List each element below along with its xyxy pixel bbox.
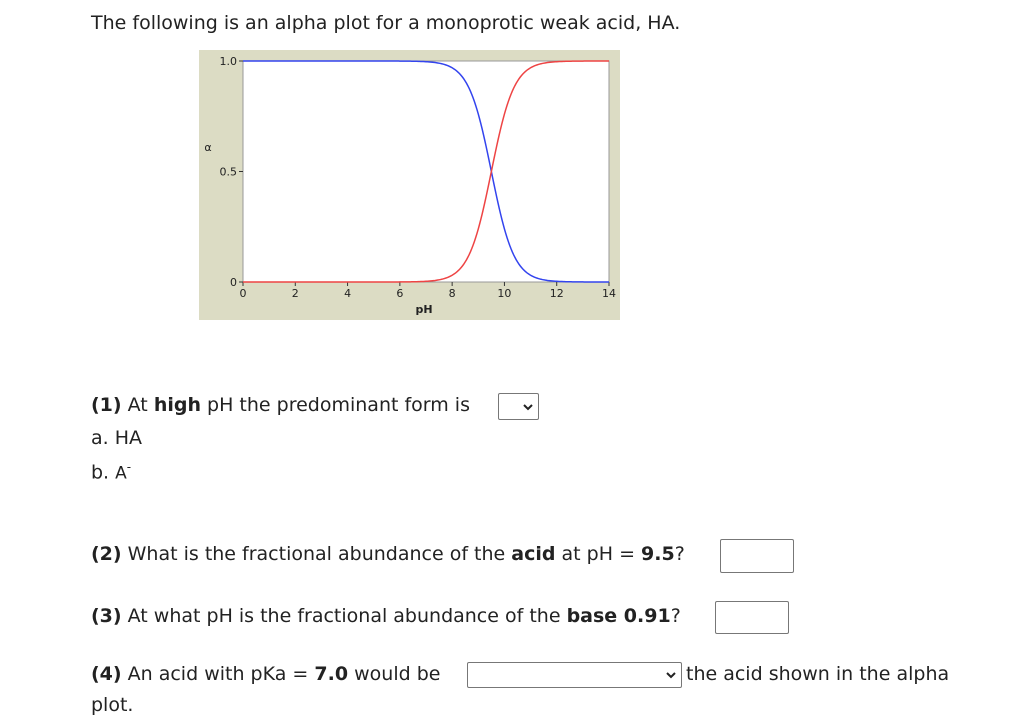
y-tick-label: 0 [230,276,237,289]
option-b-base: A [115,463,127,484]
q4-eq: = [292,663,309,685]
alpha-plot-svg [199,50,620,320]
x-tick-label: 14 [602,287,616,300]
q3-pre: At what pH is the fractional abundance of the [127,605,561,627]
q1-pre: At [127,394,148,416]
alpha-plot [199,50,620,320]
q4-pre: An acid with pKa [127,663,287,685]
option-a: a. HA [91,427,143,449]
q2-val: 9.5 [641,543,675,565]
q1-post: pH the predominant form is [207,394,470,416]
question-1 [91,394,470,416]
x-axis-label: pH [415,303,433,316]
y-tick-label: 0.5 [219,165,237,179]
q1-bold: high [153,394,201,416]
q2-answer-input[interactable] [720,539,794,573]
x-tick-label: 0 [239,287,247,300]
q4-select[interactable] [467,662,682,688]
x-tick-label: 6 [396,287,404,300]
q2-number: (2) [91,543,122,565]
chevron-down-icon [665,669,677,681]
question-4 [91,663,440,685]
q1-number: (1) [91,394,122,416]
q2-eq: = [619,543,635,565]
q3-bold: base 0.91 [566,605,671,627]
chevron-down-icon [522,401,534,413]
x-tick-label: 4 [344,287,352,300]
q2-post: ? [674,543,685,565]
y-axis-label: α [204,141,212,154]
q4-post: the acid shown in the alpha [686,663,950,685]
y-tick-label: 1.0 [219,55,237,68]
x-tick-label: 12 [549,287,564,300]
option-b-prefix: b. [91,461,110,484]
plot-area [243,61,609,282]
q3-answer-input[interactable] [715,601,789,634]
q3-post: ? [670,605,681,627]
intro-text: The following is an alpha plot for a monoprotic weak acid, HA. [91,12,681,34]
x-tick-label: 8 [448,287,456,300]
q4-tail: plot. [91,694,134,716]
q4-mid: would be [354,663,441,685]
x-tick-label: 2 [291,287,299,300]
question-2 [91,543,685,565]
q1-select[interactable] [498,393,539,420]
q3-number: (3) [91,605,122,627]
q2-bold: acid [511,543,556,565]
x-tick-label: 10 [497,287,512,300]
q4-val: 7.0 [314,663,349,685]
option-b [91,460,131,483]
q2-pre: What is the fractional abundance of the [127,543,506,565]
option-b-sup: - [126,460,132,474]
question-3 [91,605,681,627]
q4-number: (4) [91,663,122,685]
q2-mid: at pH [561,543,614,565]
